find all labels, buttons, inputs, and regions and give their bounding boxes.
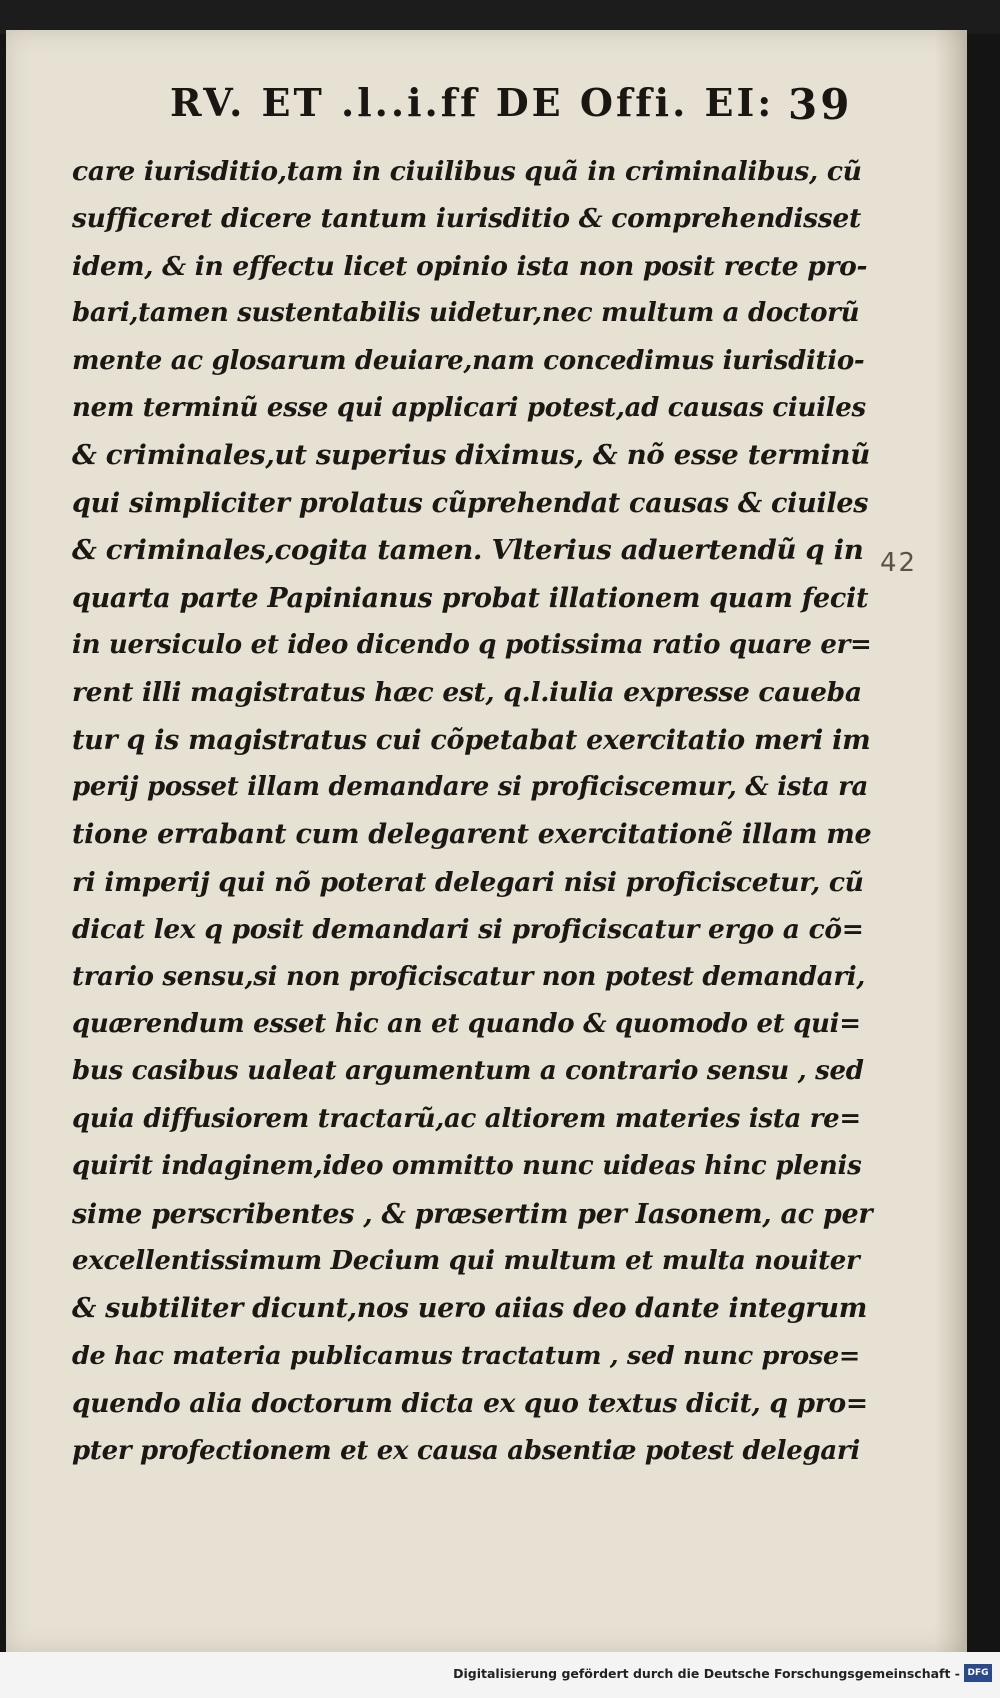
text-line: dicat lex q posit demandari si proficiscatur ergo a cõ=: [72, 914, 864, 946]
text-line: sime perscribentes , & præsertim per Iasonem, ac per: [72, 1198, 873, 1230]
text-line: ri imperij qui nõ poterat delegari nisi proficiscetur, cũ: [72, 866, 864, 898]
text-line: trario sensu,si non proficiscatur non potest demandari,: [72, 961, 866, 992]
page-header: [170, 80, 853, 140]
text-line: bari,tamen sustentabilis uidetur,nec multum a doctorũ: [72, 298, 860, 329]
digitization-footer: [0, 1652, 1000, 1698]
body-text: [72, 148, 872, 1475]
text-line: quia diffusiorem tractarũ,ac altiorem materies ista re=: [72, 1103, 861, 1134]
text-line: quærendum esset hic an et quando & quomodo et qui=: [72, 1009, 861, 1040]
text-line: sufficeret dicere tantum iurisditio & comprehendisset: [72, 203, 861, 235]
text-line: tione errabant cum delegarent exercitationẽ illam me: [72, 819, 872, 851]
text-line: idem, & in effectu licet opinio ista non posit recte pro-: [72, 250, 868, 282]
text-line: in uersiculo et ideo dicendo q potissima ratio quare er=: [72, 629, 872, 660]
scan-top-band: [0, 0, 1000, 34]
text-line: nem terminũ esse qui applicari potest,ad causas ciuiles: [72, 392, 866, 423]
text-line: pter profectionem et ex causa absentiæ potest delegari: [72, 1435, 860, 1466]
text-line: tur q is magistratus cui cõpetabat exercitatio meri im: [72, 724, 871, 756]
text-line: qui simpliciter prolatus cũprehendat causas & ciuiles: [72, 487, 869, 519]
page-number: 39: [788, 80, 853, 129]
text-line: quarta parte Papinianus probat illationem quam fecit: [72, 582, 869, 614]
text-line: care iurisditio,tam in ciuilibus quã in criminalibus, cũ: [72, 156, 862, 187]
page-edge-shadow: [934, 30, 964, 1652]
text-line: quirit indaginem,ideo ommitto nunc uideas hinc plenis: [72, 1151, 862, 1182]
text-line: perij posset illam demandare si proficisceтur, & ista ra: [72, 772, 869, 803]
text-line: mente ac glosarum deuiare,nam concedimus iurisditio-: [72, 345, 865, 376]
running-head: RV. ET .l..i.ff DE Offi. EI:: [170, 80, 775, 125]
dfg-logo: DFG: [964, 1664, 992, 1682]
funding-credit: Digitalisierung gefördert durch die Deutsche Forschungsgemeinschaft -: [453, 1666, 960, 1681]
text-line: de hac materia publicamus tractatum , sed nunc prose=: [72, 1340, 860, 1371]
text-line: & criminales,cogita tamen. Vlterius aduertendũ q in: [72, 534, 864, 567]
margin-note: 42: [880, 548, 918, 578]
text-line: quendo alia doctorum dicta ex quo textus dicit, q pro=: [72, 1388, 868, 1420]
text-line: excellentissimum Decium qui multum et multa nouiter: [72, 1245, 860, 1276]
text-line: & subtiliter dicunt,nos uero aiias deo dante integrum: [72, 1293, 867, 1325]
text-line: rent illi magistratus hæc est, q.l.iulia expresse caueba: [72, 677, 862, 709]
text-line: bus casibus ualeat argumentum a contrario sensu , sed: [72, 1056, 864, 1087]
text-line: & criminales,ut superius diximus, & nõ esse terminũ: [72, 439, 870, 472]
